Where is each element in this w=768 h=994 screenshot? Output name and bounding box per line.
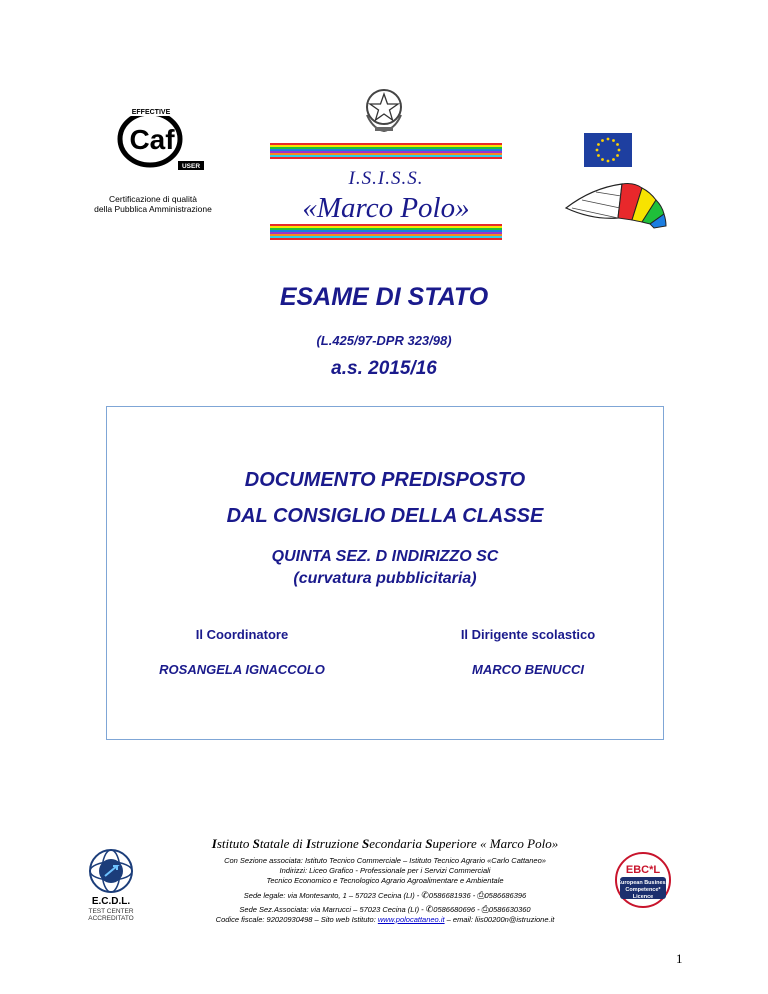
eu-star-icon [601,139,604,142]
eu-star-icon [616,154,619,157]
coordinator-label: Il Coordinatore [195,627,289,642]
svg-text:European Business: European Business [617,880,669,886]
ecdl-sublabel [74,908,148,922]
website-link[interactable]: www.polocattaneo.it [377,915,445,924]
caf-logo [100,105,210,170]
document-title-line2: DAL CONSIGLIO DELLA CLASSE [226,505,544,527]
decorative-stripes-top [270,143,502,159]
stripe [270,157,502,159]
svg-text:Competence*: Competence* [625,887,661,893]
ecdl-label: E.C.D.L. [91,896,131,907]
ecdl-sublabel-line: ACCREDITATO [88,915,134,922]
italian-republic-emblem-icon [359,85,409,135]
school-year: a.s. 2015/16 [331,358,437,379]
eu-flag-icon [584,133,632,167]
eu-star-icon [596,149,599,152]
phone-icon: ✆ [425,904,434,914]
eu-star-icon [601,158,604,161]
phone-icon: ✆ [421,890,429,900]
footer-line-legal-seat: Sede legale: via Montesanto, 1 – 57023 Cecina (LI) - ✆0586681936 - ⎙0586686396 [243,890,527,900]
eu-star-icon [597,143,600,146]
eu-star-icon [607,160,610,163]
page-number: 1 [676,951,683,966]
footer-line-associated-seat: Sede Sez.Associata: via Marrucci – 57023 Cecina (LI) - ✆0586680696 - ⎙0586630360 [239,904,531,914]
svg-text:Licence: Licence [632,894,654,900]
colorful-shell-logo-icon [562,178,672,230]
school-acronym: I.S.I.S.S. [348,168,424,189]
fax-icon: ⎙ [477,890,485,900]
class-title: QUINTA SEZ. D INDIRIZZO SC [271,548,499,565]
footer-line-addresses: Indirizzi: Liceo Grafico - Professionale per i Servizi Commerciali [279,866,491,875]
ecdl-logo-icon [88,848,134,894]
exam-law-reference: (L.425/97-DPR 323/98) [316,333,452,348]
footer-line-associated: Con Sezione associata: Istituto Tecnico Commerciale – Istituto Tecnico Agrario «Carlo Cattaneo» [224,856,546,865]
head-teacher-name: MARCO BENUCCI [472,662,584,677]
eu-star-icon [616,143,619,146]
caf-certification-line: della Pubblica Amministrazione [94,204,212,214]
ebcl-logo-icon [614,851,672,909]
eu-star-icon [612,158,615,161]
ecdl-sublabel-line: TEST CENTER [88,908,134,915]
fax-icon: ⎙ [481,904,489,914]
svg-text:EFFECTIVE: EFFECTIVE [131,109,171,116]
eu-star-icon [597,154,600,157]
stripe [270,238,502,240]
coordinator-name: ROSANGELA IGNACCOLO [159,662,325,677]
class-subtitle: (curvatura pubblicitaria) [293,570,477,587]
svg-text:EBC*L: EBC*L [625,864,661,876]
eu-star-icon [618,149,621,152]
svg-text:Caf: Caf [129,124,175,155]
caf-certification-text [78,194,228,214]
footer-institute-name: Istituto Statale di Istruzione Secondaria Superiore « Marco Polo» [211,836,559,851]
caf-certification-line: Certificazione di qualità [109,194,197,204]
head-teacher-label: Il Dirigente scolastico [460,627,596,642]
exam-title: ESAME DI STATO [279,283,489,311]
decorative-stripes-bottom [270,224,502,240]
document-title-line1: DOCUMENTO PREDISPOSTO [244,469,526,491]
footer-line-contacts: Codice fiscale: 92020930498 – Sito web Istituto: www.polocattaneo.it – email: liis00200n@istruzione.it [215,915,555,924]
eu-star-icon [607,138,610,141]
eu-star-icon [612,139,615,142]
school-name: «Marco Polo» [302,192,470,224]
footer-line-addresses-2: Tecnico Economico e Tecnologico Agrario Agroalimentare e Ambientale [266,876,504,885]
svg-text:USER: USER [181,163,201,170]
